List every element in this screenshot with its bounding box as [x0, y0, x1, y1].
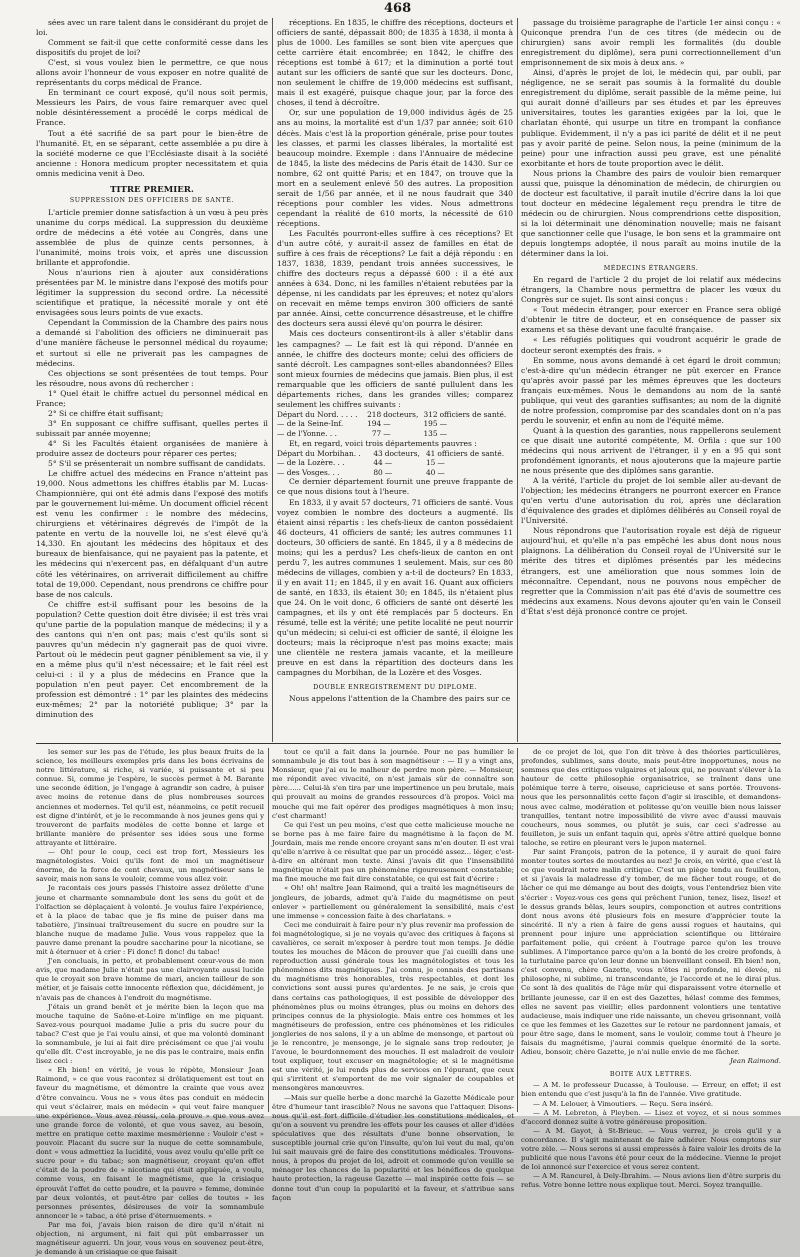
paragraph: En 1833, il y avait 57 docteurs, 71 officiers de santé. Vous voyez combien le nombre des docteurs a augmenté. Ils étaient ainsi répartis : les chefs-lieux de canton possédaient 46 docteurs, 41 officiers de santé; les autres communes 11 docteurs, 30 officiers de santé. En 1845, il y a 8 médecins de moins; qui les a perdus? Les chefs-lieux de canton en ont perdu 7, les autres communes 1 seulement. Mais, sur ces 80 médecins de villages, combien y a-t-il de docteurs? En 1833, il y en avait 11; en 1845, il y en avait 16. Quant aux officiers de santé, en 1833, ils étaient 30; en 1845, ils n'étaient plus que 24. On le voit donc, 6 officiers de santé ont déserté les campagnes, et ils y ont été remplacés par 5 docteurs. En résumé, telle est la vérité; une petite localité ne peut nourrir qu'un médecin; si celui-ci est officier de santé, il éloigne les docteurs; mais la réciproque n'est pas moins exacte; mais une clientèle ne restera jamais vacante, et la meilleure preuve en est dans la répartition des docteurs dans les campagnes du Morbihan, de la Lozère et des Vosges. [277, 497, 513, 678]
paragraph: En terminant ce court exposé, qu'il nous soit permis, Messieurs les Pairs, de vous faire remarquer avec quel noble désintéressement a procédé le corps médical de France. [36, 88, 268, 128]
paragraph: Ces objections se sont présentées de tout temps. Pour les résoudre, nous avons dû rechercher : [36, 368, 268, 388]
paragraph: Par ma foi, j'avais bien raison de dire qu'il n'était ni objection, ni argument, ni fait qui pût embarrasser un magnétiseur aguerri. Un jour, vous vous en souvenez peut-être, je demande à un crisiaque ce que faisait [36, 1220, 264, 1257]
paragraph: « Les réfugiés politiques qui voudront acquérir le grade de docteur seront exemptés des frais. » [521, 335, 781, 355]
author-signature: Jean Raimond. [730, 1057, 781, 1066]
rich-departments-table [277, 410, 513, 439]
table-cell: — [439, 419, 447, 429]
table-row [277, 449, 513, 459]
paragraph: réceptions. En 1835, le chiffre des réceptions, docteurs et officiers de santé, dépassait 800; de 1835 à 1838, il monta à plus de 1000. Les familles se sont bien vite aperçues que cette carrière était encombrée; en 1842, le chiffre des réceptions est tombé à 617; et la diminution a porté tout autant sur les officiers de santé que sur les docteurs. Donc, non seulement le chiffre de 19,000 médecins est suffisant, mais il est exagéré, puisque chaque jour, par la force des choses, il tend à décroître. [277, 18, 513, 108]
paragraph: tout ce qu'il a fait dans la journée. Pour ne pas humilier le somnambule je dis tout bas à son magnétiseur : — Il y a vingt ans, Monsieur, que j'ai eu le malheur de perdre mon père. — Monsieur, me répondit avec vivacité, on n'est jamais sûr de connaître son père...... Celui-là s'en tira par une impertinence un peu brutale, mais qui prouvait au moins de grandes ressources d'à propos. Voici ma mouche qui me fait opérer des prodiges magnétiques à mon insu; c'est charmant! [272, 748, 514, 820]
paragraph: sées avec un rare talent dans le considérant du projet de loi. [36, 18, 268, 38]
paragraph: L'article premier donne satisfaction à un vœu à peu près unanime du corps médical. La suppression du deuxième ordre de médecins a été votée au Congrès, dans une assemblée de plus de quinze cents personnes, à l'unanimité, moins trois voix, et après une discussion brillante et approfondie. [36, 207, 268, 268]
paragraph: Je racontais ces jours passés l'histoire assez drôlette d'une jeune et charmante somnambule dont les sens du goût et de l'olfaction se déplaçaient à volonté. Je voulus faire l'expérience, et à la place de tabac que je fis mine de puiser dans ma tabatière, j'insinuai traîtreusement du sucre en poudre sur la blanche nuque de madame Julie. Vous vous rappelez que la pauvre dame prenant la poudre saccharine pour la nicotiane, se mit à éternuer et à crier : Fi donc! fi donc! du tabac! [36, 884, 264, 957]
table-cell: 218 [367, 409, 382, 419]
table-cell: Départ du Nord. . . . . [277, 409, 358, 419]
paragraph: — Oh! pour le coup, ceci est trop fort, Messieurs les magnétologistes. Voici qu'ils font de moi un magnétiseur énorme, de la force de cent chevaux, un magnétiseur sans le savoir, mais non sans le vouloir, comme vous allez voir. [36, 848, 264, 884]
table-cell: 195 [423, 419, 438, 429]
table-cell: — [384, 458, 393, 468]
feuilleton-column-3 [521, 748, 781, 1190]
table-row [277, 458, 513, 468]
section-title: TITRE PREMIER. [110, 184, 194, 195]
paragraph: A la vérité, l'article du projet de loi semble aller au-devant de l'objection; les médecins étrangers ne pourront exercer en France qu'en vertu d'une autorisation du roi, après une déclaration d'équivalence des grades et diplômes délibérés au Conseil royal de l'Université. [521, 476, 781, 526]
table-cell: officiers de santé. [439, 409, 507, 419]
column-divider [517, 748, 518, 1112]
paragraph: Tout a été sacrifié de sa part pour le bien-être de l'humanité. Et, en se séparant, cette assemblée a pu dire à la société moderne ce que l'Ecclésiaste disait à la société ancienne : Honora medicum propter necessitatem et quia omnis medicina venit à Deo. [36, 128, 268, 178]
table-cell: — [439, 429, 447, 439]
paragraph: Ceci me conduirait à faire pour n'y plus revenir ma profession de foi magnétologique, si je ne voyais qu'avec des critiques à façons si cavalières, ce serait m'exposer à perdre tout mon temps. Je dédie toutes les mouches de Mâcon de prouver que j'ai cueilli dans une reproduction aussi générale tous les magnétologistes et tous les phénomènes dits magnétiques. J'ai connu, je connais des partisans du magnétisme très honorables, très respectables, et dont les convictions sont aussi pures qu'ardentes. Je ne sais, je crois que dans certains cas pathologiques, il est possible de développer des phénomènes plus ou moins étranges, plus ou moins en dehors des principes connus de la physiologie. Mais entre ces hommes et les magnétiseurs de profession, entre ces phénomènes et les ridicules jongleries de nos salons, il y a un abîme de mensonge, et partout où je le rencontre, je mensonge, je le signale sans trop redouter, je l'avoue, le bourdonnement des mouches. Il est maladroit de vouloir tout expliquer, tout excuser en magnétologie; et si le magnétisme est une vérité, je lui rends plus de services en l'épurant, que ceux qui s'irritent et s'emportent de me voir signaler de coupables et mensongères manœuvres. [272, 920, 514, 1093]
table-cell: — des Vosges. . . [277, 467, 340, 477]
page-number: 468 [384, 1, 412, 16]
table-cell: 80 [373, 467, 383, 477]
paragraph: Le chiffre actuel des médecins en France n'atteint pas 19,000. Nous admettons les chiffres établis par M. Lucas-Championnière, qui ont été admis dans l'exposé des motifs par le gouvernement lui-même. Un document officiel récent est venu les confirmer : le nombre des médecins, chirurgiens et vétérinaires dégrevés de l'impôt de la patente en vertu de la nouvelle loi, ne s'est élevé qu'à 14,330. En ajoutant les médecins des hôpitaux et des bureaux de bienfaisance, qui ne payaient pas la patente, et les médecins qui n'exercent pas, en défalquant d'un autre côté les vétérinaires, on arriverait difficilement au chiffre total de 19,000. Cependant, nous prendrons ce chiffre pour base de nos calculs. [36, 469, 268, 599]
paragraph: Mais ces docteurs consentiront-ils à aller s'établir dans les campagnes? — Le fait est là qui répond. D'année en année, le chiffre des docteurs monte; celui des officiers de santé décroît. Les campagnes sont-elles abandonnées? Elles sont mieux fournies de médecins que jamais. Bien plus, il est remarquable que les officiers de santé pullulent dans les départements riches, dans les grandes villes; comparez seulement les chiffres suivants : [277, 329, 513, 409]
paragraph: 2° Si ce chiffre était suffisant; [48, 408, 164, 418]
paragraph: de ce projet de loi, que l'on dit trève à des théories particulières, profondes, sublimes, sans doute, mais peut-être inopportunes, nous ne sommes que des critiques vulgaires et jaloux qui, ne pouvant s'élever à la hauteur de cette philosophie organisatrice, se traînent dans une polémique terre à terre, oiseuse, capricieuse et sans portée. Trouvons-nous que les personnalités cette façon d'agir si irascible, et demandons-nous avec calme, modération et politesse qu'on veuille bien nous laisser tranquilles, tentant notre impossibilité de vivre avec d'aussi mauvais coucheurs, nous sommes, ou plutôt je suis, car ceci s'adresse au feuilleton, je suis un enfant taquin qui, après s'être attiré quelque bonne taloche, se retire en pleurant vers le jupon maternel. [521, 748, 781, 847]
paragraph: Ce qui l'est un peu moins, c'est que cette malicieuse mouche ne se borne pas à me faire faire du magnétisme à la façon de M. Jourdain, mais me rende encore croyant sans m'en douter. Il est vrai qu'elle n'arrive à ce résultat que par un procédé assez... léger, c'est-à-dire en altérant mon texte. Ainsi j'avais dit que l'insensibilité magnétique n'était pas un phénomène rigoureusement constatable; ma fine mouche me fait dire constatable, ce qui est fait d'écrire : [272, 820, 514, 884]
paragraph: 5° S'il se présenterait un nombre suffisant de candidats. [48, 459, 266, 469]
table-row [277, 429, 513, 439]
paragraph: Comment se fait-il que cette conformité cesse dans les dispositifs du projet de loi? [36, 38, 268, 58]
paragraph: Cependant la Commission de la Chambre des pairs nous a demandé si l'abolition des officiers ne diminuerait pas d'une manière fâcheuse le personnel médical du royaume; et surtout si elle ne priverait pas les campagnes de médecins. [36, 318, 268, 368]
table-cell: — [383, 429, 391, 439]
paragraph: J'en concluais, in petto, et probablement cœur-vous de mon avis, que madame Julie n'était pas une clairvoyante aussi lucide que le croyait son brave homme de mari, ancien tailleur de son métier, et je faisais cette innocente réflexion que, décidément, je n'avais pas de chances à l'endroit du magnétisme. [36, 957, 264, 1002]
section-heading: BOITE AUX LETTRES. [609, 1070, 693, 1079]
paragraph: J'étais un grand benêt et je mérite bien la leçon que ma mouche taquine de Saône-et-Loire m'inflige en me piquant. Savez-vous pourquoi madame Julie a pris du sucre pour du tabac? C'est que je l'ai voulu ainsi, et que ma volonté dominant la somnambule, je lui ai fait dire précisément ce que j'ai voulu qu'elle dît. C'est incroyable, je ne dis pas le contraire, mais enfin lisez ceci : [36, 1002, 264, 1066]
paragraph: Les Facultés pourront-elles suffire à ces réceptions? Et d'un autre côté, y aurait-il assez de familles en état de suffire à ces frais de réceptions? Le fait a déjà répondu : en 1837, 1838, 1839, pendant trois années successives, le chiffre des docteurs reçus a dépassé 600 : il a été aux années à 634. Donc, ni les familles n'étaient rebutées par la dépense, ni les candidats par les épreuves; et notez qu'alors on recevait en même temps environ 300 officiers de santé par année. Ainsi, cette concurrence désastreuse, et le chiffre des docteurs sera aussi élevé qu'on pourra le désirer. [277, 228, 513, 329]
table-cell: — [437, 458, 445, 468]
column-2 [277, 18, 513, 744]
table-cell: — [384, 467, 393, 477]
paragraph: —Mais sur quelle herbe a donc marché la Gazette Médicale pour être d'humeur tant irascible? Nous ne savons que l'attaquer. Disons-nous qu'il est fort difficile d'étudier les constitutions médicales, et qu'on a souvent vu prendre les effets pour les causes et aller d'idées spéculatives que des résultats d'une bonne observation, le susceptible journal crie qu'on l'insulte, qu'on lui veut du mal, qu'on lui sait mauvais gré de faire des constitutions médicales. Trouvons-nous, à propos du projet de loi, adroit et commode qu'on veuille se ménager les chances de la popularité et les bénéfices de quelque haute protection, la rageuse Gazette — mal inspirée cette fois — se donne tout d'un coup la popularité et la faveur, et s'attribue sans façon [272, 1093, 514, 1202]
paragraph: Nous n'aurions rien à ajouter aux considérations présentées par M. le ministre dans l'exposé des motifs pour légitimer la suppression du second ordre. La nécessité scientifique et pratique, la nécessité morale y ont été envisagées sous leurs points de vue exacts. [36, 268, 268, 318]
paragraph: C'est, si vous voulez bien le permettre, ce que nous allons avoir l'honneur de vous exposer en notre qualité de représentants du corps médical de France. [36, 58, 268, 88]
table-cell: docteurs, [384, 448, 420, 458]
paragraph: — A M. Gayot, à St-Brieuc. — Vous verrez, je crois qu'il y a concordance. Il s'agit maintenant de faire adhérer. Nous comptons sur votre zèle. — Nous serons si aussi empressés à faire valoir les droits de la publicité que nous l'avons été pour ceux de la médecine. Vienne le projet de loi annoncé sur l'exercice et vous serez content. [521, 1126, 781, 1172]
paragraph: Nous répondrons que l'autorisation royale est déjà de rigueur aujourd'hui, et qu'elle n'a pas empêché les abus dont nous nous plaignons. La délibération du Conseil royal de l'Université sur le mérite des titres et diplômes présentés par les médecins étrangers, est une amélioration que nous sommes loin de méconnaître. Cependant, nous ne pouvons nous empêcher de regretter que la Commission n'ait pas été d'avis de soumettre ces médecins aux examens. Nous devons ajouter qu'en vain le Conseil d'État s'est déjà prononcé contre ce projet. [521, 526, 781, 616]
paragraph: — A M. Lebreton, à Pleyben. — Lisez et voyez, et si nous sommes d'accord donnez suite à votre généreuse proposition. [521, 1108, 781, 1126]
paragraph: — A M. Lelouer, à Vimoutiers. — Reçu. Sera inséré. [533, 1099, 714, 1108]
table-cell: — de la Lozère. . . [277, 458, 345, 468]
paragraph: Ce dernier département fournit une preuve frappante de ce que nous disions tout à l'heure. [277, 477, 513, 497]
paragraph: « Eh bien! en vérité, je vous le répète, Monsieur Jean Raimond, » ce que vous racontez si drôlatiquement est tout en faveur du magnétisme, et démontre la crainte que vous avez d'être convaincu. Vous ne » vous êtes pas conduit en médecin qui veut s'éclairer, mais en médecin » qui veut faire manquer une expérience. Vous avez réussi, cela prouve » que vous avez une grande force de volonté, et que vous savez, au besoin, mettre en pratique cette maxime mesmérienne : Vouloir c'est » pouvoir. Placant du sucre sur la nuque de cette somnambule, dont » vous admettiez la lucidité, vous avez voulu qu'elle prît ce sucre pour » du tabac; son magnétiseur, croyant qu'en effet c'était de la poudre de » nicotiane qui était appliquée, a voulu, comme vous, en faisant le magnétisme, que la crisiaque éprouvât l'effet de cette poudre, et la pauvre » femme, dominée par deux volontés, et peut-être par celles de toutes » les personnes présentes, désireuses de voir la somnambule annoncer le » tabac, a été prise d'éternuements. » [36, 1066, 264, 1220]
paragraph: Nous prions la Chambre des pairs de vouloir bien remarquer aussi que, puisque la dénomination de médecin, de chirurgien ou de docteur est facultative, il paraît inutile d'écrire dans la loi que tout docteur en médecine légalement reçu prendra le titre de médecin ou de chirurgien. Nous comprendrions cette disposition, si la loi déterminait une dénomination nouvelle; mais ne faisant que sanctionner celle que l'usage, le bon sens et la grammaire ont depuis longtemps adoptée, il nous paraît au moins inutile de la déterminer dans la loi. [521, 168, 781, 259]
feuilleton-rule [36, 743, 781, 744]
table-cell: 41 [425, 448, 436, 458]
paragraph: — A M. le professeur Ducasse, à Toulouse. — Erreur, en effet; il est bien entendu que c'est jusqu'à la fin de l'année. Vive gratitude. [521, 1081, 781, 1099]
paragraph: En regard de l'article 2 du projet de loi relatif aux médecins étrangers, la Chambre nous permettra de placer les vœux du Congrès sur ce sujet. Ils sont ainsi conçus : [521, 275, 781, 305]
paragraph: Nous appelons l'attention de la Chambre des pairs sur ce [289, 694, 511, 704]
table-cell: — de la Seine-Inf. [277, 419, 344, 429]
table-cell: 135 [423, 429, 438, 439]
section-heading: DOUBLE ENREGISTREMENT DU DIPLOME. [313, 683, 477, 692]
table-cell: officiers de santé. [437, 448, 505, 458]
section-subtitle: SUPPRESSION DES OFFICIERS DE SANTÉ. [69, 196, 235, 204]
paragraph: « Tout médecin étranger, pour exercer en France sera obligé d'obtenir le titre de docteur, et en conséquence de passer six examens et sa thèse devant une faculté française. [521, 305, 781, 335]
feuilleton-column-1 [36, 748, 264, 1257]
column-divider [517, 18, 518, 742]
table-cell: 15 [425, 458, 436, 468]
table-cell: 312 [423, 409, 438, 419]
paragraph: passage du troisième paragraphe de l'article 1er ainsi conçu : « Quiconque prendra l'un de ces titres (de médecin ou de chirurgien) sans avoir rempli les formalités (du double enregistrement du diplôme), sera puni correctionnellement d'un emprisonnement de six mois à deux ans. » [521, 18, 781, 68]
table-cell: — [437, 467, 445, 477]
paragraph: Ainsi, d'après le projet de loi, le médecin qui, par oubli, par négligence, ne se serait pas soumis à la formalité du double enregistrement du diplôme, serait passible de la même peine, lui qui aurait donné d'ailleurs par ses études et par les épreuves universitaires, toutes les garanties exigées par la loi, que le charlatan éhonté, qui usurpe un titre en trompant la confiance publique. Evidemment, il n'y a pas ici parité de délit et il ne peut pas y avoir parité de peine. Selon nous, la peine (minimum de la peine) pour une infraction aussi peu grave, est une pénalité exorbitante et hors de toute proportion avec le délit. [521, 68, 781, 168]
table-row [277, 468, 513, 478]
column-1 [36, 18, 268, 744]
paragraph: 4° Si les Facultés étaient organisées de manière à produire assez de docteurs pour réparer ces pertes; [36, 438, 268, 458]
column-divider [272, 18, 273, 742]
table-cell: docteurs, [383, 409, 419, 419]
table-cell: 40 [425, 467, 436, 477]
table-cell: 194 [367, 419, 382, 429]
paragraph: — A M. Rancurel, à Dely-Ibrahim. — Nous avions lien d'être surpris du refus. Votre bonne lettre nous explique tout. Merci. Soyez tranquille. [521, 1172, 781, 1190]
table-cell: — de l'Yonne. . . [277, 429, 337, 439]
section-heading: MÉDECINS ÉTRANGERS. [603, 264, 699, 273]
table-row [277, 419, 513, 429]
feuilleton-column-2 [272, 748, 514, 1202]
paragraph: les semer sur les pas de l'étude, les plus beaux fruits de la science, les meilleurs exemples pris dans les bons écrivains de notre littérature, si riche, si variée, si puissante et si peu connue. Si, comme je l'espère, le succès permet à M. Barante une seconde édition, je l'engage à agrandir son cadre, à puiser avec moins de retenue dans de plus nombreuses sources anciennes et modernes. Tel qu'il est, néanmoins, ce petit recueil est digne d'intérêt, et je le recommande à nos jeunes gens qui y trouveront de parfaits modèles de cette bonne et large et brillante manière de présenter ses idées sous une forme attrayante et littéraire. [36, 748, 264, 847]
paragraph: Or, sur une population de 19,000 individus âgés de 25 ans au moins, la mortalité est d'un 1/37 par année; soit 610 décès. Mais c'est là la proportion générale, prise pour toutes les classes, et parmi les classes libérales, la mortalité est beaucoup moindre. Exemple : dans l'Annuaire de médecine de 1845, la liste des médecins de Paris était de 1430. Sur ce nombre, 62 ont quitté Paris; et en 1847, on trouve que la mort en a seulement enlevé 50 des autres. La proposition serait de 1/56 par année, et il ne nous faudrait que 340 réceptions pour combler les vides. Nous admettrons cependant la réalité de 610 morts, la nécessité de 610 réceptions. [277, 108, 513, 228]
column-3 [521, 18, 781, 744]
column-divider [268, 748, 269, 1112]
paragraph: 1° Quel était le chiffre actuel du personnel médical en France; [36, 388, 268, 408]
table-cell: Départ du Morbihan. . [277, 448, 361, 458]
paragraph: Quant à la question des garanties, nous rappellerons seulement ce que disait une autorité compétente, M. Orfila : que sur 100 médecins qui nous arrivent de l'étranger, il y en a 95 qui sont profondément ignorants, et nous ajouterons que la majeure partie ne nous présente que des diplômes sans garantie. [521, 425, 781, 476]
paragraph: 3° En supposant ce chiffre suffisant, quelles pertes il subissait par année moyenne; [36, 418, 268, 438]
paragraph: En somme, nous avons demandé à cet égard le droit commun; c'est-à-dire qu'un médecin étranger ne pût exercer en France qu'après avoir passé par les mêmes épreuves que les docteurs français eux-mêmes. Nous le demandons au nom de la santé publique, qui veut des garanties suffisantes; au nom de la dignité de notre profession, compromise par des scandales dont on n'a pas perdu le souvenir, et enfin au nom de l'équité même. [521, 355, 781, 425]
table-cell: 77 [371, 429, 382, 439]
paragraph: Ce chiffre est-il suffisant pour les besoins de la population? Cette question doit être divisée; il est très vrai qu'une partie de la population manque de médecins; il y a des cantons qui n'en ont pas; mais c'est qu'ils sont si pauvres qu'un médecin n'y gagnerait pas de quoi vivre. Partout où le médecin peut gagner péniblement sa vie, il y en a même plus qu'il n'est nécessaire; et le fait réel est celui-ci : il y a plus de médecins en France que la population n'en peut payer. Cet encombrement de la profession est démontré : 1° par les plaintes des médecins eux-mêmes; 2° par la notoriété publique; 3° par la diminution des [36, 599, 268, 720]
poor-departments-table [277, 449, 513, 478]
table-cell: 44 [373, 458, 383, 468]
paragraph: Par saint François, patron de la potence, il y aurait de quoi faire monter toutes sortes de moutardes au nez! Je crois, en vérité, que c'est là ce que voudrait notre malin critique. C'est un piège tendu au feuilleton, et si j'avais la maladresse d'y tomber, de me fâcher tout rouge, et de lâcher ce qui me démange au bout des doigts, vous l'entendriez bien vite s'écrier : Voyez-vous ces gens qui prêchent l'union, tenez, lisez, lisez! et le dessus grands bêlas, leurs soupirs, componction et autres contritions dont nous avons été plusieurs fois en mesure d'apprécier toute la sincérité. Il n'y a rien à faire de gens aussi rogues et hautains, qui prennent pour injure une appréciation scientifique ou littéraire parfaitement polie, qui créent à l'outrage parce qu'on les trouve sublimes. A l'importance parce qu'on a la bonté de les croire profonds, à la turlutaine parce qu'on leur donne un bienveillant conseil. Eh bien! non, c'est convenu, chère Gazette, vous n'êtes ni profonde, ni élevée, ni philosophe, ni sublime, ni transcendante, je l'accorde et ne le dirai plus. Ce sont là des qualités de l'âge mûr qui disparaissent votre éternelle et brillante jeunesse, car il en est des Gazettes, hélas! comme des femmes, elles ne savent pas vieillir; elles pardonnent volontiers une tentative audacieuse, mais indiquer une ride naissante, un cheveu grisonnant, voilà ce que les femmes et les Gazettes sur le retour ne pardonnent jamais, et pour être sage, dans le moment, sans le vouloir, comme tout à l'heure je faisais du magnétisme, j'aurai commis quelque énormité de la sorte. Adieu, bonsoir, chère Gazette, je n'ai nulle envie de me fâcher. [521, 848, 781, 1057]
paragraph: « Oh! oh! maître Jean Raimond, qui a traité les magnétiseurs de jongleurs, de jobards, admet qu'à l'aide du magnétisme on peut enlever » partiellement ou généralement la sensibilité, mais c'est une immense » concession faite à des charlatans. » [272, 884, 514, 920]
table-cell: 43 [373, 448, 383, 458]
paragraph: Et, en regard, voici trois départements pauvres : [289, 438, 477, 448]
table-row [277, 410, 513, 420]
table-cell: — [383, 419, 391, 429]
